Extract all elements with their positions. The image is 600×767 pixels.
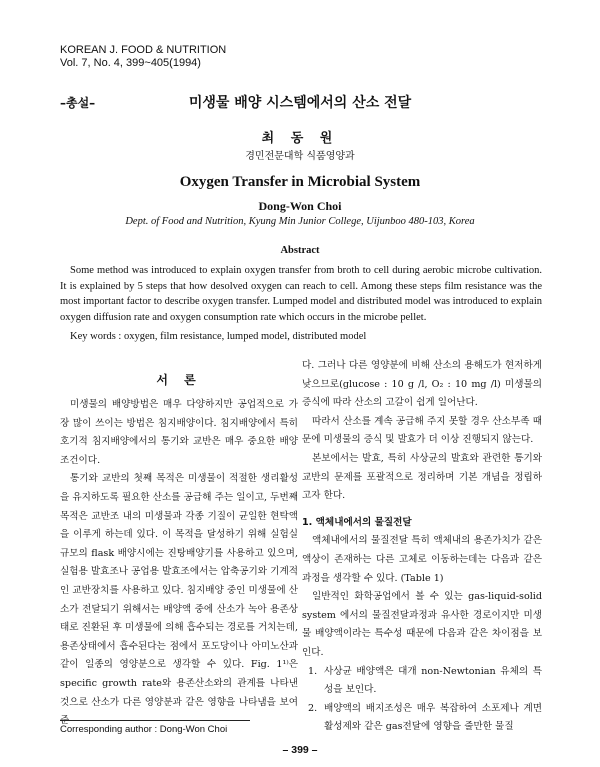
paragraph: 통기와 교반의 첫째 목적은 미생물이 적절한 생리활성을 유지하도록 필요한 산소를 공급해 주는 일이고, 두번째 목적은 교반조 내의 미생물과 각종 기질이 균일한 현탁액을 이루게 하는데 있다. 이 목적을 달성하기 위해 실험실 규모의 flask 배양시에는 진탕배양기를 사용하고 있으며, 실험용 발효조나 공업용 발효조에서는 압축공기와 기계적인 교반장치를 사용하고 있다. 침지배양 중인 미생물에 산소가 전달되기 위해서는 배양액 중에 산소가 녹아 용존상태로 진환된 후 미생물에 의해 흡수되는 경로를 거치는데, 용존상태에서 흡수된다는 점에서 포도당이나 아미노산과 같이 일종의 영양분으로 생각할 수 있다. Fig. 1¹⁾은 specific growth rate와 용존산소와의 관계를 나타낸 것으로 산소가 다른 영양분과 같은 영향을 나타냄을 보여준 (60, 473, 298, 727)
english-affiliation: Dept. of Food and Nutrition, Kyung Min Junior College, Uijunboo 480-103, Korea (125, 216, 475, 227)
journal-volume: Vol. 7, No. 4, 399~405(1994) (60, 57, 201, 69)
paragraph: 액체내에서의 물질전달 특히 액체내의 용존가치가 같은 액상이 존재하는 다른 고체로 이동하는데는 다음과 같은 과정을 생각할 수 있다. (Table 1) (302, 535, 542, 584)
paragraph: 따라서 산소를 계속 공급해 주지 못할 경우 산소부족 때문에 미생물의 증식 및 발효가 더 이상 진행되지 않는다. (302, 415, 542, 446)
journal-header (60, 44, 226, 70)
list-number: 1. (308, 665, 318, 677)
left-column (60, 396, 298, 731)
page-number: – 399 – (282, 744, 318, 756)
english-title: Oxygen Transfer in Microbial System (179, 174, 421, 190)
abstract-text: Some method was introduced to explain oxygen transfer from broth to cell during aerobic microbe cultivation. It is explained by 5 steps that how desolved oxygen can reach to cell. Among these steps film resistance was the most important factor to describe oxygen transfer. Lumped model and distributed model was introduced to explain oxygen diffusion rate and oxygen consumption rate which occurs in the microbe pellet. (60, 265, 542, 323)
abstract-body (60, 263, 542, 325)
journal-name: KOREAN J. FOOD & NUTRITION (60, 44, 227, 56)
english-author: Dong-Won Choi (258, 199, 342, 213)
abstract-heading: Abstract (280, 245, 320, 256)
korean-affiliation: 경민전문대학 식품영양과 (245, 151, 355, 162)
footnote: Corresponding author : Dong-Won Choi (60, 724, 228, 735)
list-text: 배양액의 배지조성은 매우 복잡하여 소포제나 계면활성제와 같은 gas전달에 영향을 줄만한 물질 (324, 702, 542, 733)
paragraph: 본보에서는 발효, 특히 사상균의 발효와 관련한 통기와 교반의 문제를 포괄적으로 정리하며 기본 개념을 정립하고자 한다. (302, 452, 542, 502)
footnote-divider (60, 720, 250, 721)
keywords: Key words : oxygen, film resistance, lumped model, distributed model (70, 331, 367, 342)
list-number: 2. (308, 702, 318, 714)
intro-heading: 서 론 (156, 373, 202, 387)
list-item (302, 700, 542, 737)
korean-author: 최 동 원 (261, 131, 339, 146)
list-item (302, 663, 542, 700)
list-text: 사상균 배양액은 대개 non-Newtonian 유체의 특성을 보인다. (324, 665, 542, 696)
section-tag: –총설– (60, 96, 96, 110)
subsection-heading: 1. 액체내에서의 물질전달 (302, 516, 412, 528)
right-column (302, 357, 542, 737)
paragraph: 일반적인 화학공업에서 볼 수 있는 gas-liquid-solid system 에서의 물질전달과정과 유사한 경로이지만 미생물 배양액이라는 특수성 때문에 다음과 같은 차이점을 보인다. (302, 591, 542, 658)
paragraph: 다. 그러나 다른 영양분에 비해 산소의 용해도가 현저하게 낮으므로(glucose : 10 g /l, O₂ : 10 mg /l) 미생물의 증식에 따라 산소의 고갈이 쉽게 일어난다. (302, 360, 542, 409)
paragraph: 미생물의 배양방법은 매우 다양하지만 공업적으로 가장 많이 쓰이는 방법은 침지배양이다. 침지배양에서 특히 호기적 침지배양에서의 통기와 교반은 매우 중요한 배양조건이다. (60, 399, 298, 466)
korean-title: 미생물 배양 시스템에서의 산소 전달 (188, 95, 412, 111)
